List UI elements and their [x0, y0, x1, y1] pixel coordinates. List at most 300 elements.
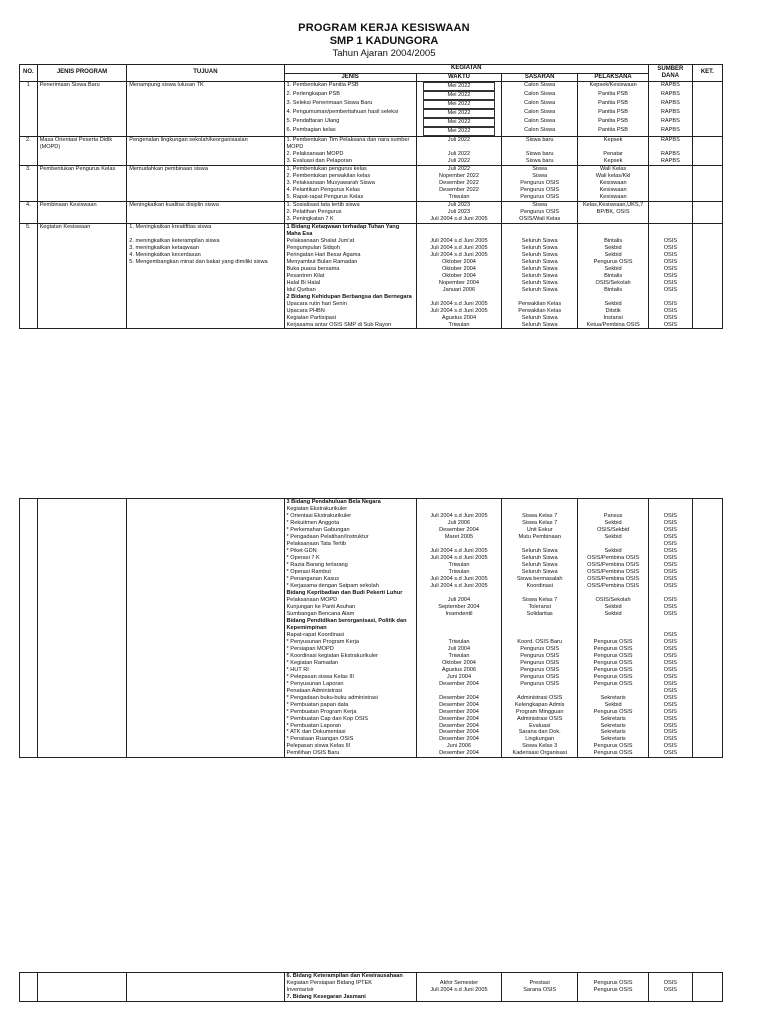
cell-jenis: Kerjasama antar OSIS SMP di Sub Rayon	[284, 322, 416, 329]
cell-no	[20, 611, 38, 618]
col-header-kegiatan: KEGIATAN	[284, 65, 649, 74]
cell-jenis-program	[37, 723, 127, 730]
cell-ket	[692, 562, 722, 569]
table-row	[20, 646, 748, 653]
cell-waktu: Triwulan	[416, 653, 501, 660]
cell-sumber-dana: OSIS	[649, 259, 693, 266]
cell-waktu	[416, 618, 501, 632]
cell-sumber-dana	[649, 173, 693, 180]
cell-sumber-dana: RAPBS	[649, 127, 693, 136]
cell-jenis-program	[37, 590, 127, 597]
cell-sasaran	[502, 973, 578, 980]
cell-no	[20, 266, 38, 273]
cell-tujuan	[127, 273, 284, 280]
cell-ket	[692, 91, 722, 100]
cell-pelaksana: Panitia PSB	[578, 100, 649, 109]
cell-jenis-program	[37, 294, 127, 301]
cell-pelaksana: OSIS/Sekolah	[578, 597, 649, 604]
cell-waktu: Desember 2004	[416, 702, 501, 709]
cell-ket	[692, 252, 722, 259]
cell-sasaran: Siswa baru	[502, 136, 578, 150]
cell-ket	[692, 611, 722, 618]
cell-jenis: * Perkemahan Gabungan	[284, 527, 416, 534]
cell-tujuan	[127, 151, 284, 158]
cell-tujuan	[127, 973, 284, 980]
cell-jenis: Pelepasan siswa Kelas III	[284, 743, 416, 750]
cell-sumber-dana: OSIS	[649, 280, 693, 287]
cell-jenis-program	[37, 555, 127, 562]
cell-waktu	[416, 127, 501, 136]
cell-sumber-dana: OSIS	[649, 681, 693, 688]
cell-sasaran: Pengurus OSIS	[502, 681, 578, 688]
cell-tujuan	[127, 632, 284, 639]
cell-ket	[692, 750, 722, 757]
table-row	[20, 527, 748, 534]
cell-tujuan	[127, 987, 284, 994]
table-row	[20, 618, 748, 632]
cell-pelaksana	[578, 632, 649, 639]
cell-tujuan	[127, 736, 284, 743]
cell-jenis-program	[37, 674, 127, 681]
cell-pelaksana: Pengurus OSIS	[578, 660, 649, 667]
cell-no	[20, 681, 38, 688]
cell-no	[20, 273, 38, 280]
cell-sumber-dana: OSIS	[649, 667, 693, 674]
cell-jenis-program	[37, 216, 127, 223]
cell-waktu: Insendentil	[416, 611, 501, 618]
cell-waktu	[416, 118, 501, 127]
cell-waktu: Desember 2022	[416, 187, 501, 194]
cell-no	[20, 674, 38, 681]
cell-pelaksana: Panitia PSB	[578, 127, 649, 136]
cell-jenis-program	[37, 653, 127, 660]
cell-jenis: Pengumpulan Sidqoh	[284, 245, 416, 252]
table-row	[20, 667, 748, 674]
cell-sasaran	[502, 688, 578, 695]
cell-tujuan	[127, 709, 284, 716]
cell-tujuan	[127, 639, 284, 646]
table-row	[20, 987, 748, 994]
cell-sasaran	[502, 618, 578, 632]
cell-pelaksana: Sekbid	[578, 266, 649, 273]
cell-sasaran: Seluruh Siswa	[502, 322, 578, 329]
cell-sumber-dana: OSIS	[649, 555, 693, 562]
cell-jenis: 2. Pembentukan perwakilan kelas	[284, 173, 416, 180]
cell-waktu	[416, 223, 501, 237]
table-row	[20, 611, 748, 618]
cell-jenis: * Penyusunan Program Kerja	[284, 639, 416, 646]
cell-jenis: 1 Bidang Ketaqwaan terhadap Tuhan Yang Maha Esa	[284, 223, 416, 237]
cell-jenis: * Koordinasi kegiatan Ekstrakurikuler	[284, 653, 416, 660]
waktu-box: Mei 2022	[423, 91, 495, 100]
cell-ket	[692, 201, 722, 208]
cell-tujuan	[127, 308, 284, 315]
cell-jenis: 7. Bidang Kesegaran Jasmani	[284, 994, 416, 1001]
cell-pelaksana: Pengurus OSIS	[578, 980, 649, 987]
cell-sasaran: Toleransi	[502, 604, 578, 611]
cell-waktu	[416, 499, 501, 506]
cell-jenis-program	[37, 611, 127, 618]
cell-no	[20, 987, 38, 994]
cell-sumber-dana	[649, 187, 693, 194]
cell-tujuan	[127, 604, 284, 611]
cell-pelaksana: Pengurus OSIS	[578, 743, 649, 750]
cell-waktu: Triwulan	[416, 322, 501, 329]
cell-sumber-dana: RAPBS	[649, 158, 693, 165]
cell-no	[20, 180, 38, 187]
cell-ket	[692, 280, 722, 287]
cell-no	[20, 716, 38, 723]
cell-sasaran: Seluruh Siswa	[502, 562, 578, 569]
table-row	[20, 674, 748, 681]
cell-sasaran: Sarana OSIS	[502, 987, 578, 994]
cell-sasaran: Perwakilan Kelas	[502, 301, 578, 308]
cell-no	[20, 555, 38, 562]
cell-sumber-dana: OSIS	[649, 743, 693, 750]
cell-tujuan	[127, 287, 284, 294]
cell-waktu: Oktober 2004	[416, 660, 501, 667]
cell-jenis-program	[37, 513, 127, 520]
cell-tujuan: Meningkatkan kualitas disiplin siswa	[127, 201, 284, 208]
cell-sumber-dana: OSIS	[649, 723, 693, 730]
cell-ket	[692, 702, 722, 709]
table-row	[20, 569, 748, 576]
col-header-sasaran: SASARAN	[502, 73, 578, 82]
cell-sasaran: Siswa Kelas 7	[502, 597, 578, 604]
table-row	[20, 541, 748, 548]
cell-ket	[692, 632, 722, 639]
cell-pelaksana: Wali kelas/Kkl	[578, 173, 649, 180]
cell-jenis-program: Pembentukan Pengurus Kelas	[37, 165, 127, 172]
cell-ket	[692, 987, 722, 994]
cell-sasaran: Calon Siswa	[502, 118, 578, 127]
cell-pelaksana	[578, 216, 649, 223]
cell-jenis-program	[37, 245, 127, 252]
col-header-tujuan: TUJUAN	[127, 65, 284, 82]
cell-sasaran: Seluruh Siswa	[502, 266, 578, 273]
cell-jenis-program	[37, 618, 127, 632]
cell-tujuan	[127, 266, 284, 273]
cell-tujuan	[127, 597, 284, 604]
cell-ket	[692, 287, 722, 294]
cell-ket	[692, 695, 722, 702]
cell-no	[20, 194, 38, 201]
cell-jenis: Buka puasa bersama	[284, 266, 416, 273]
cell-sasaran: Siswa	[502, 165, 578, 172]
cell-waktu: Juli 2006	[416, 520, 501, 527]
cell-jenis: * Operasi 7 K	[284, 555, 416, 562]
cell-sasaran: Administrasi OSIS	[502, 695, 578, 702]
cell-no	[20, 294, 38, 301]
cell-jenis-program	[37, 548, 127, 555]
table-row	[20, 100, 748, 109]
cell-jenis: * Kegiatan Ramadan	[284, 660, 416, 667]
cell-jenis: * Pembuatan papan data	[284, 702, 416, 709]
table-row	[20, 562, 748, 569]
table-row	[20, 548, 748, 555]
table-row	[20, 555, 748, 562]
cell-pelaksana	[578, 618, 649, 632]
cell-no	[20, 548, 38, 555]
cell-ket	[692, 576, 722, 583]
cell-sasaran: Siswa baru	[502, 151, 578, 158]
cell-sasaran: Evaluasi	[502, 723, 578, 730]
cell-sumber-dana: OSIS	[649, 688, 693, 695]
cell-waktu: Akhir Semester	[416, 980, 501, 987]
cell-tujuan	[127, 280, 284, 287]
cell-ket	[692, 994, 722, 1001]
table-row	[20, 209, 748, 216]
cell-jenis: 6. Pembagian kelas	[284, 127, 416, 136]
cell-sumber-dana: OSIS	[649, 308, 693, 315]
cell-no	[20, 709, 38, 716]
cell-sasaran	[502, 499, 578, 506]
cell-waktu: Juli 2004 s.d Juni 2005	[416, 987, 501, 994]
cell-jenis: Kunjungan ke Panti Asuhan	[284, 604, 416, 611]
cell-ket	[692, 245, 722, 252]
cell-pelaksana: Sekbid	[578, 702, 649, 709]
cell-jenis: Upacara rutin hari Senin	[284, 301, 416, 308]
waktu-box: Mei 2022	[423, 82, 495, 91]
cell-jenis: 3. Seleksi Penerimaan Siswa Baru	[284, 100, 416, 109]
cell-waktu: Juli 2004	[416, 597, 501, 604]
cell-sasaran: Seluruh Siswa	[502, 548, 578, 555]
cell-jenis-program	[37, 743, 127, 750]
table-row	[20, 238, 748, 245]
cell-jenis-program	[37, 681, 127, 688]
cell-ket	[692, 499, 722, 506]
table-row	[20, 180, 748, 187]
cell-jenis-program	[37, 534, 127, 541]
cell-sasaran: Calon Siswa	[502, 127, 578, 136]
table-row	[20, 534, 748, 541]
cell-pelaksana: Pengurus OSIS	[578, 646, 649, 653]
cell-sasaran: Kaderisasi Organisasi	[502, 750, 578, 757]
cell-pelaksana: Sekbid	[578, 252, 649, 259]
cell-pelaksana	[578, 688, 649, 695]
cell-jenis: * Piket GDN	[284, 548, 416, 555]
cell-waktu: Juli 2004 s.d Juni 2005	[416, 238, 501, 245]
cell-jenis: Pesantren Kilat	[284, 273, 416, 280]
cell-tujuan	[127, 100, 284, 109]
cell-jenis: 1. Sosialisasi tata tertib siswa	[284, 201, 416, 208]
cell-no	[20, 639, 38, 646]
cell-jenis-program	[37, 173, 127, 180]
table-row	[20, 520, 748, 527]
cell-sasaran: Unit Eskur	[502, 527, 578, 534]
cell-sasaran: Siswa baru	[502, 158, 578, 165]
cell-sasaran: Prestasi	[502, 980, 578, 987]
cell-sasaran: Calon Siswa	[502, 100, 578, 109]
cell-pelaksana: Sekbid	[578, 534, 649, 541]
cell-waktu	[416, 294, 501, 301]
table-row	[20, 980, 748, 987]
table-row	[20, 750, 748, 757]
cell-waktu: Desember 2004	[416, 681, 501, 688]
cell-waktu: September 2004	[416, 604, 501, 611]
table-row	[20, 723, 748, 730]
cell-sasaran	[502, 541, 578, 548]
cell-waktu: Desember 2004	[416, 750, 501, 757]
cell-sumber-dana: OSIS	[649, 750, 693, 757]
cell-tujuan	[127, 702, 284, 709]
table-row	[20, 506, 748, 513]
col-header-jenis: JENIS	[284, 73, 416, 82]
cell-waktu	[416, 541, 501, 548]
cell-waktu	[416, 590, 501, 597]
cell-no	[20, 750, 38, 757]
cell-sasaran: Calon Siswa	[502, 82, 578, 91]
table-row	[20, 82, 748, 91]
cell-sumber-dana	[649, 201, 693, 208]
cell-ket	[692, 980, 722, 987]
cell-sasaran: Koordinasi	[502, 583, 578, 590]
cell-jenis: 3. Evaluasi dan Pelaporan	[284, 158, 416, 165]
cell-ket	[692, 127, 722, 136]
cell-waktu: Triwulan	[416, 562, 501, 569]
cell-sumber-dana: OSIS	[649, 611, 693, 618]
table-row	[20, 499, 748, 506]
cell-ket	[692, 209, 722, 216]
cell-ket	[692, 165, 722, 172]
cell-waktu	[416, 973, 501, 980]
cell-ket	[692, 194, 722, 201]
cell-jenis-program	[37, 315, 127, 322]
cell-tujuan	[127, 681, 284, 688]
cell-tujuan	[127, 583, 284, 590]
cell-tujuan	[127, 180, 284, 187]
cell-jenis-program	[37, 576, 127, 583]
cell-sumber-dana: RAPBS	[649, 100, 693, 109]
cell-sumber-dana: OSIS	[649, 695, 693, 702]
cell-jenis: * Orientasi Ekstrakurikuler	[284, 513, 416, 520]
cell-ket	[692, 109, 722, 118]
cell-sumber-dana	[649, 973, 693, 980]
cell-jenis: * Penanganan Kasus	[284, 576, 416, 583]
cell-ket	[692, 597, 722, 604]
cell-pelaksana	[578, 994, 649, 1001]
cell-pelaksana	[578, 541, 649, 548]
cell-jenis-program	[37, 639, 127, 646]
cell-ket	[692, 548, 722, 555]
cell-waktu	[416, 688, 501, 695]
table-row	[20, 151, 748, 158]
cell-waktu	[416, 82, 501, 91]
cell-ket	[692, 301, 722, 308]
cell-sasaran: Koord. OSIS Baru	[502, 639, 578, 646]
cell-tujuan	[127, 513, 284, 520]
cell-ket	[692, 520, 722, 527]
cell-ket	[692, 513, 722, 520]
cell-sumber-dana	[649, 165, 693, 172]
cell-tujuan	[127, 555, 284, 562]
cell-jenis: 3. Peningkatan 7 K	[284, 216, 416, 223]
cell-jenis-program	[37, 583, 127, 590]
cell-sasaran: Calon Siswa	[502, 109, 578, 118]
table-row	[20, 194, 748, 201]
table-row	[20, 287, 748, 294]
cell-tujuan	[127, 194, 284, 201]
cell-ket	[692, 294, 722, 301]
col-header-jenis-program: JENIS PROGRAM	[37, 65, 127, 82]
table-row	[20, 315, 748, 322]
cell-waktu: Desember 2004	[416, 527, 501, 534]
table-row	[20, 109, 748, 118]
cell-no	[20, 723, 38, 730]
cell-sumber-dana: OSIS	[649, 709, 693, 716]
cell-jenis-program	[37, 266, 127, 273]
cell-jenis: Penataan Administrasi	[284, 688, 416, 695]
cell-ket	[692, 187, 722, 194]
cell-tujuan	[127, 695, 284, 702]
table-row	[20, 576, 748, 583]
cell-pelaksana: OSIS/Sekbid	[578, 527, 649, 534]
cell-ket	[692, 534, 722, 541]
cell-pelaksana: OSIS/Sekolah	[578, 280, 649, 287]
cell-tujuan	[127, 127, 284, 136]
cell-pelaksana: Sekbid	[578, 604, 649, 611]
waktu-box: Mei 2022	[423, 100, 495, 109]
cell-ket	[692, 618, 722, 632]
cell-tujuan	[127, 499, 284, 506]
cell-sasaran: Seluruh Siswa	[502, 315, 578, 322]
cell-pelaksana: Bintalis	[578, 273, 649, 280]
cell-sasaran: Perwakilan Kelas	[502, 308, 578, 315]
cell-jenis-program	[37, 632, 127, 639]
cell-no	[20, 695, 38, 702]
cell-jenis: * Kerjasama dengan Satpam sekolah	[284, 583, 416, 590]
cell-sumber-dana: RAPBS	[649, 151, 693, 158]
cell-ket	[692, 158, 722, 165]
table-row	[20, 590, 748, 597]
cell-jenis-program	[37, 562, 127, 569]
cell-jenis: * Rekuitmen Anggota	[284, 520, 416, 527]
col-header-ket: KET.	[692, 65, 722, 82]
cell-jenis-program	[37, 569, 127, 576]
cell-waktu: Triwulan	[416, 194, 501, 201]
cell-jenis: * Razia Barang terlarang	[284, 562, 416, 569]
cell-waktu: Agustus 2006	[416, 667, 501, 674]
cell-no	[20, 660, 38, 667]
cell-sasaran: Siswa Kelas 7	[502, 520, 578, 527]
cell-tujuan: Memudahkan pembinaan siswa	[127, 165, 284, 172]
cell-ket	[692, 259, 722, 266]
table-row	[20, 322, 748, 329]
cell-jenis: 2. Perlengkapan PSB	[284, 91, 416, 100]
cell-jenis: 2. Pelaksanaan MOPD	[284, 151, 416, 158]
table-row	[20, 702, 748, 709]
cell-pelaksana	[578, 973, 649, 980]
cell-jenis: 4. Pelantikan Pengurus Kelas	[284, 187, 416, 194]
cell-no	[20, 688, 38, 695]
cell-tujuan	[127, 158, 284, 165]
cell-waktu: Juli 2022	[416, 165, 501, 172]
cell-sumber-dana: RAPBS	[649, 82, 693, 91]
cell-sasaran	[502, 632, 578, 639]
cell-sasaran: Pengurus OSIS	[502, 194, 578, 201]
cell-jenis-program	[37, 527, 127, 534]
cell-tujuan	[127, 173, 284, 180]
cell-ket	[692, 555, 722, 562]
cell-no: 3.	[20, 165, 38, 172]
cell-jenis: * Pelepasan siswa Kelas III	[284, 674, 416, 681]
cell-jenis-program	[37, 646, 127, 653]
program-table-page-2	[19, 498, 748, 758]
cell-tujuan: 3. meningkatkan ketaqwaan	[127, 245, 284, 252]
cell-sumber-dana: OSIS	[649, 729, 693, 736]
table-row	[20, 660, 748, 667]
cell-ket	[692, 604, 722, 611]
